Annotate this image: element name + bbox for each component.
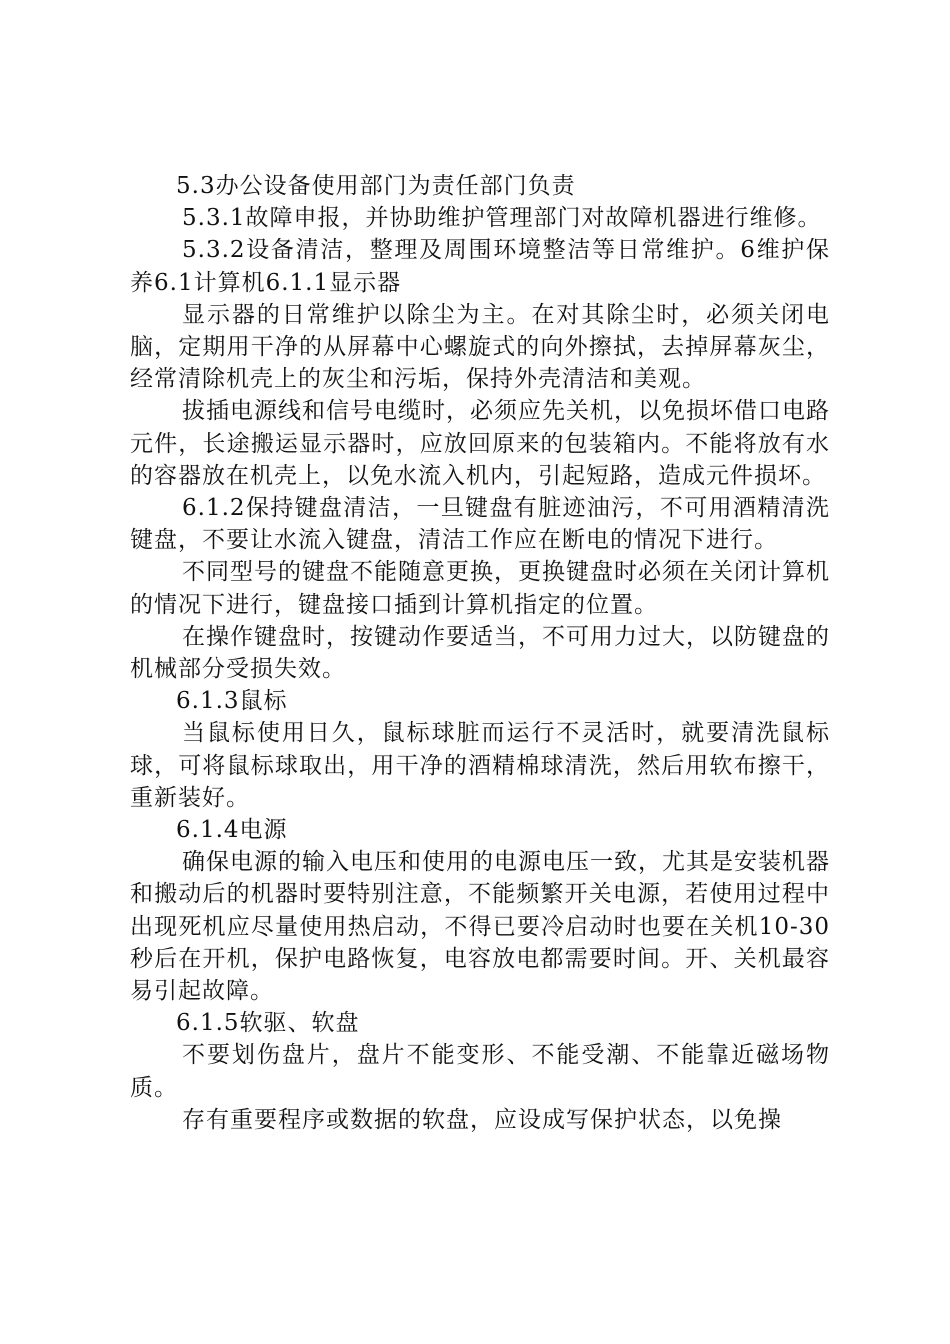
document-body [130,170,830,1136]
heading-6-1-5-floppy: 6.1.5软驱、软盘 [176,1010,360,1037]
paragraph-6-1-2-keyboard: 6.1.2保持键盘清洁，一旦键盘有脏迹油污，不可用酒精清洗键盘，不要让水流入键盘，清洁工作应在断电的情况下进行。 [130,495,830,554]
paragraph-keyboard-operation: 在操作键盘时，按键动作要适当，不可用力过大，以防键盘的机械部分受损失效。 [130,623,830,683]
paragraph-display-cables: 拔插电源线和信号电缆时，必须应先关机，以免损坏借口电路元件，长途搬运显示器时，应放回原来的包装箱内。不能将放有水的容器放在机壳上，以免水流入机内，引起短路，造成元件损坏。 [130,398,830,489]
heading-6-1-3-mouse: 6.1.3鼠标 [176,688,288,715]
paragraph-floppy-write-protect: 存有重要程序或数据的软盘，应设成写保护状态，以免操 [182,1106,782,1133]
heading-6-1-4-power: 6.1.4电源 [176,817,288,844]
paragraph-keyboard-replace: 不同型号的键盘不能随意更换，更换键盘时必须在关闭计算机的情况下进行，键盘接口插到计算机指定的位置。 [130,559,830,618]
paragraph-5-3-1: 5.3.1故障申报，并协助维护管理部门对故障机器进行维修。 [182,205,822,232]
paragraph-mouse-cleaning: 当鼠标使用日久，鼠标球脏而运行不灵活时，就要清洗鼠标球，可将鼠标球取出，用干净的酒精棉球清洗，然后用软布擦干，重新装好。 [130,720,830,811]
paragraph-power-supply: 确保电源的输入电压和使用的电源电压一致，尤其是安装机器和搬动后的机器时要特别注意，不能频繁开关电源，若使用过程中出现死机应尽量使用热启动，不得已要冷启动时也要在关机10-30秒后在开机，保护电路恢复，电容放电都需要时间。开、关机最容易引起故障。 [130,849,830,1005]
paragraph-display-cleaning: 显示器的日常维护以除尘为主。在对其除尘时，必须关闭电脑，定期用干净的从屏幕中心螺旋式的向外擦拭，去掉屏幕灰尘，经常清除机壳上的灰尘和污垢，保持外壳清洁和美观。 [130,301,830,393]
paragraph-floppy-care: 不要划伤盘片，盘片不能变形、不能受潮、不能靠近磁场物质。 [130,1042,830,1101]
paragraph-5-3: 5.3办公设备使用部门为责任部门负责 [176,173,576,199]
paragraph-5-3-2: 5.3.2设备清洁，整理及周围环境整洁等日常维护。6维护保养6.1计算机6.1.1显示器 [130,237,830,296]
